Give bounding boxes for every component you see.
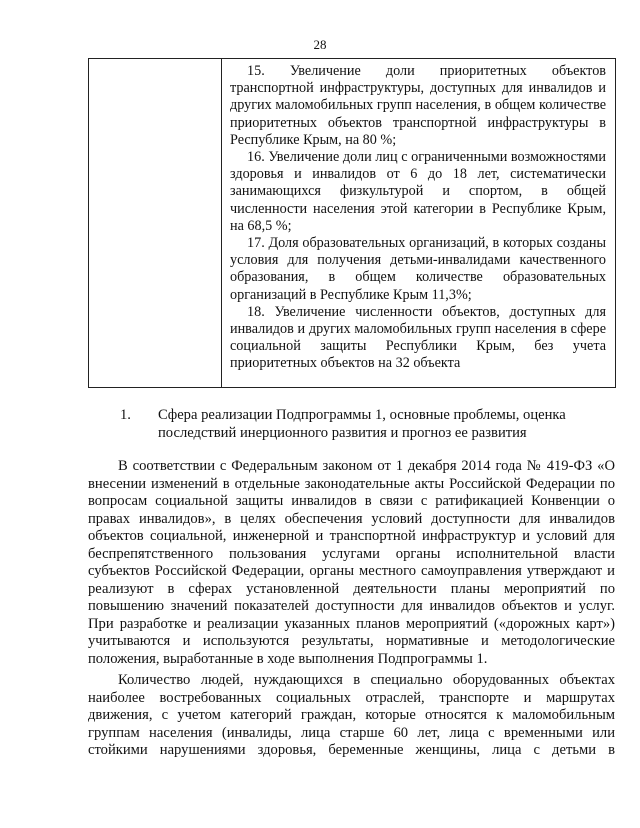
indicator-item-18: 18. Увеличение численности объектов, доступных для инвалидов и других маломобильных групп населения в сфере социальной защиты Республики Крым, без учета приоритетных объектов на 32 объекта <box>230 303 606 372</box>
section-title: Сфера реализации Подпрограммы 1, основные проблемы, оценка последствий инерционного развития и прогноз ее развития <box>158 407 566 441</box>
paragraph: В соответствии с Федеральным законом от 1 декабря 2014 года № 419-ФЗ «О внесении изменений в отдельные законодательные акты Российской Федерации по вопросам социальной защиты инвалидов в связи с ратификацией Конвенции о правах инвалидов», в целях обеспечения условий доступности для инвалидов объектов социальной, инженерной и транспортной инфраструктур и условий для беспрепятственного пользования услугами органы исполнительной власти субъектов Российской Федерации, органы местного самоуправления утверждают и реализуют в сферах установленной деятельности планы мероприятий по повышению значений показателей доступности для инвалидов объектов и услуг. При разработке и реализации указанных планов мероприятий («дорожных карт») учитываются и используются результаты, нормативные и методологические положения, выработанные в ходе выполнения Подпрограммы 1. <box>88 458 615 667</box>
indicator-item-16: 16. Увеличение доли лиц с ограниченными возможностями здоровья и инвалидов от 6 до 18 лет, систематически занимающихся физкультурой и спортом, в общей численности населения этой категории в Республике Крым, на 68,5 %; <box>230 149 606 234</box>
indicator-item-17: 17. Доля образовательных организаций, в которых созданы условия для получения детьми-инвалидами качественного образования, в общем количестве образовательных организаций в Республике Крым 11,3%; <box>230 235 606 303</box>
body-text <box>88 458 615 764</box>
page-number: 28 <box>313 37 327 52</box>
table-column-divider <box>221 59 222 387</box>
indicator-item-15: 15. Увеличение доли приоритетных объектов транспортной инфраструктуры, доступных для инвалидов и других маломобильных групп населения, в общем количестве приоритетных объектов транспортной инфраструктуры в Республике Крым, на 80 %; <box>230 63 606 148</box>
section-number: 1. <box>120 407 131 423</box>
indicators-table <box>88 58 616 388</box>
paragraph: Количество людей, нуждающихся в специально оборудованных объектах наиболее востребованных социальных отраслей, транспорте и маршрутах движения, с учетом категорий граждан, которые относятся к маломобильным группам населения (инвалиды, лица старше 60 лет, лица с временными или стойкими нарушениями здоровья, беременные женщины, лица с детьми в <box>88 672 615 758</box>
table-cell-indicators <box>230 63 606 373</box>
